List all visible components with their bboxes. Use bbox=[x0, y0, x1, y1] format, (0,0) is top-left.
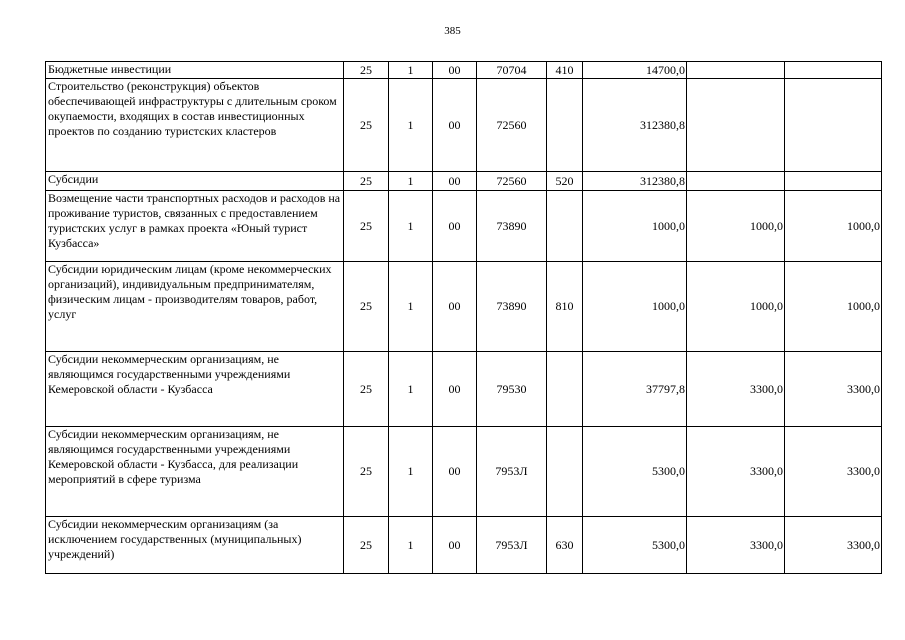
table-row bbox=[46, 262, 882, 352]
cell-code-2: 1 bbox=[389, 62, 433, 79]
cell-value-3: 3300,0 bbox=[785, 427, 882, 517]
row-name: Субсидии некоммерческим организациям, не являющимся государственными учреждениями Кемеровской области - Кузбасса bbox=[46, 352, 344, 427]
table-row bbox=[46, 62, 882, 79]
cell-code-4: 72560 bbox=[477, 172, 547, 191]
cell-code-1: 25 bbox=[344, 62, 389, 79]
cell-code-2: 1 bbox=[389, 191, 433, 262]
cell-code-3: 00 bbox=[433, 517, 477, 574]
row-name: Субсидии bbox=[46, 172, 344, 191]
cell-code-5: 520 bbox=[547, 172, 583, 191]
table-row bbox=[46, 191, 882, 262]
cell-code-4: 70704 bbox=[477, 62, 547, 79]
cell-code-4: 73890 bbox=[477, 262, 547, 352]
table-row bbox=[46, 172, 882, 191]
table-row bbox=[46, 79, 882, 172]
cell-value-3 bbox=[785, 62, 882, 79]
cell-code-3: 00 bbox=[433, 427, 477, 517]
row-name: Возмещение части транспортных расходов и расходов на проживание туристов, связанных с предоставлением туристских услуг в рамках проекта «Юный турист Кузбасса» bbox=[46, 191, 344, 262]
cell-value-1: 312380,8 bbox=[583, 172, 687, 191]
cell-value-2 bbox=[687, 62, 785, 79]
cell-code-1: 25 bbox=[344, 191, 389, 262]
cell-code-3: 00 bbox=[433, 79, 477, 172]
cell-code-1: 25 bbox=[344, 79, 389, 172]
cell-value-1: 5300,0 bbox=[583, 427, 687, 517]
cell-value-2: 3300,0 bbox=[687, 352, 785, 427]
row-name: Строительство (реконструкция) объектов обеспечивающей инфраструктуры с длительным сроком окупаемости, входящих в состав инвестиционных проектов по созданию туристских кластеров bbox=[46, 79, 344, 172]
cell-value-3: 3300,0 bbox=[785, 352, 882, 427]
cell-value-2 bbox=[687, 172, 785, 191]
cell-code-3: 00 bbox=[433, 191, 477, 262]
cell-code-1: 25 bbox=[344, 427, 389, 517]
row-name: Субсидии некоммерческим организациям, не являющимся государственными учреждениями Кемеровской области - Кузбасса, для реализации мероприятий в сфере туризма bbox=[46, 427, 344, 517]
row-name: Бюджетные инвестиции bbox=[46, 62, 344, 79]
cell-code-1: 25 bbox=[344, 517, 389, 574]
cell-code-5: 630 bbox=[547, 517, 583, 574]
table-row bbox=[46, 352, 882, 427]
cell-code-4: 79530 bbox=[477, 352, 547, 427]
cell-code-1: 25 bbox=[344, 172, 389, 191]
cell-value-3: 1000,0 bbox=[785, 191, 882, 262]
cell-code-1: 25 bbox=[344, 262, 389, 352]
cell-value-3: 3300,0 bbox=[785, 517, 882, 574]
cell-value-1: 37797,8 bbox=[583, 352, 687, 427]
cell-value-1: 312380,8 bbox=[583, 79, 687, 172]
cell-code-5: 410 bbox=[547, 62, 583, 79]
cell-code-2: 1 bbox=[389, 427, 433, 517]
cell-code-2: 1 bbox=[389, 262, 433, 352]
cell-code-3: 00 bbox=[433, 62, 477, 79]
cell-code-2: 1 bbox=[389, 172, 433, 191]
cell-value-3 bbox=[785, 172, 882, 191]
cell-code-3: 00 bbox=[433, 352, 477, 427]
cell-code-5: 810 bbox=[547, 262, 583, 352]
cell-value-1: 14700,0 bbox=[583, 62, 687, 79]
cell-code-5 bbox=[547, 79, 583, 172]
cell-value-2: 3300,0 bbox=[687, 517, 785, 574]
cell-code-5 bbox=[547, 191, 583, 262]
cell-value-1: 1000,0 bbox=[583, 262, 687, 352]
cell-code-1: 25 bbox=[344, 352, 389, 427]
cell-code-4: 73890 bbox=[477, 191, 547, 262]
cell-code-4: 7953Л bbox=[477, 427, 547, 517]
row-name: Субсидии некоммерческим организациям (за исключением государственных (муниципальных) учреждений) bbox=[46, 517, 344, 574]
table-row bbox=[46, 517, 882, 574]
cell-value-2: 1000,0 bbox=[687, 191, 785, 262]
row-name: Субсидии юридическим лицам (кроме некоммерческих организаций), индивидуальным предпринимателям, физическим лицам - производителям товаров, работ, услуг bbox=[46, 262, 344, 352]
cell-value-1: 1000,0 bbox=[583, 191, 687, 262]
cell-code-2: 1 bbox=[389, 79, 433, 172]
cell-value-2 bbox=[687, 79, 785, 172]
cell-code-2: 1 bbox=[389, 352, 433, 427]
page-number: 385 bbox=[444, 25, 461, 37]
cell-code-4: 72560 bbox=[477, 79, 547, 172]
cell-code-5 bbox=[547, 427, 583, 517]
cell-code-2: 1 bbox=[389, 517, 433, 574]
cell-code-4: 7953Л bbox=[477, 517, 547, 574]
cell-code-3: 00 bbox=[433, 262, 477, 352]
cell-value-2: 1000,0 bbox=[687, 262, 785, 352]
cell-code-5 bbox=[547, 352, 583, 427]
cell-value-1: 5300,0 bbox=[583, 517, 687, 574]
table-row bbox=[46, 427, 882, 517]
cell-code-3: 00 bbox=[433, 172, 477, 191]
cell-value-2: 3300,0 bbox=[687, 427, 785, 517]
cell-value-3 bbox=[785, 79, 882, 172]
cell-value-3: 1000,0 bbox=[785, 262, 882, 352]
budget-table bbox=[45, 61, 882, 574]
